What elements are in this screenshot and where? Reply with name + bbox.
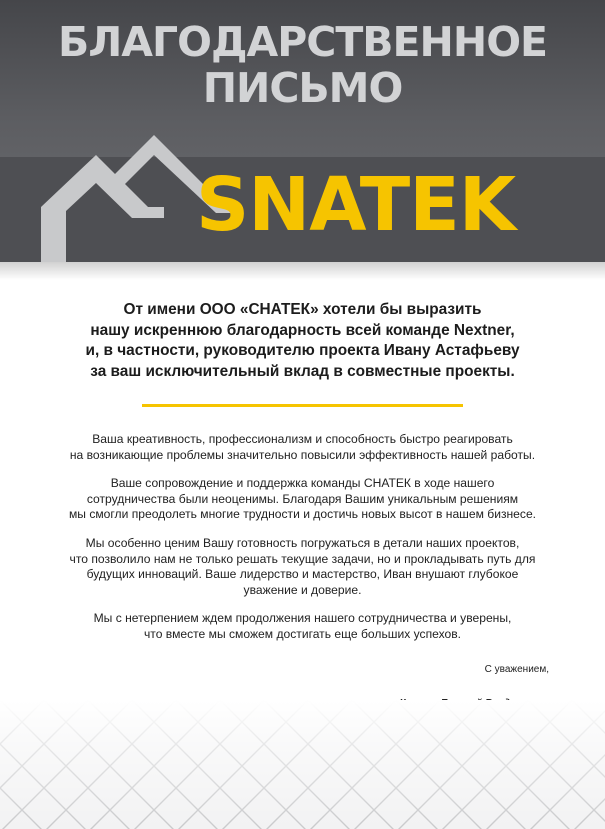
intro-line: и, в частности, руководителю проекта Ивану Астафьеву — [85, 342, 520, 359]
paragraph-line: на возникающие проблемы значительно повысили эффективность нашей работы. — [69, 447, 536, 462]
intro-line: за ваш исключительный вклад в совместные проекты. — [90, 362, 515, 380]
paragraph-line: что позволило нам не только решать текущие задачи, но и прокладывать путь для — [69, 551, 536, 566]
paragraph-line: мы смогли преодолеть многие трудности и достичь новых высот в нашем бизнесе. — [68, 507, 537, 522]
page-title-line-2: ПИСЬМО — [202, 64, 403, 112]
paragraph-3 — [20, 536, 585, 598]
paragraph-1 — [20, 432, 585, 463]
paragraph-line: что вместе мы сможем достигать еще больших успехов. — [143, 626, 462, 641]
letter-header — [0, 0, 605, 262]
yellow-divider — [142, 404, 463, 407]
decorative-grid-pattern — [0, 700, 605, 829]
page-title-line-1: БЛАГОДАРСТВЕННОЕ — [57, 18, 548, 66]
paragraph-line: Мы особенно ценим Вашу готовность погружаться в детали наших проектов, — [85, 535, 520, 550]
paragraph-line: Ваше сопровождение и поддержка команды СНАТЕК в ходе нашего — [110, 476, 495, 491]
paragraph-line: сотрудничества были неоценимы. Благодаря Вашим уникальным решениям — [86, 491, 519, 506]
paragraph-line: Мы с нетерпением ждем продолжения нашего сотрудничества и уверены, — [93, 611, 512, 626]
intro-line: От имени ООО «СНАТЕК» хотели бы выразить — [123, 301, 482, 318]
paragraph-2 — [20, 476, 585, 523]
intro-statement — [20, 300, 585, 382]
brand-logo-text: SNATEK — [196, 162, 516, 248]
paragraph-line: будущих инноваций. Ваше лидерство и мастерство, Иван внушают глубокое — [86, 567, 519, 582]
paragraph-line: уважение и доверие. — [243, 582, 362, 597]
header-shadow — [0, 262, 605, 280]
signoff: С уважением, — [484, 664, 549, 675]
letter-body — [20, 432, 585, 656]
paragraph-4 — [20, 611, 585, 642]
intro-line: нашу искреннюю благодарность всей команде Nextner, — [90, 321, 515, 339]
paragraph-line: Ваша креативность, профессионализм и способность быстро реагировать — [92, 432, 513, 446]
